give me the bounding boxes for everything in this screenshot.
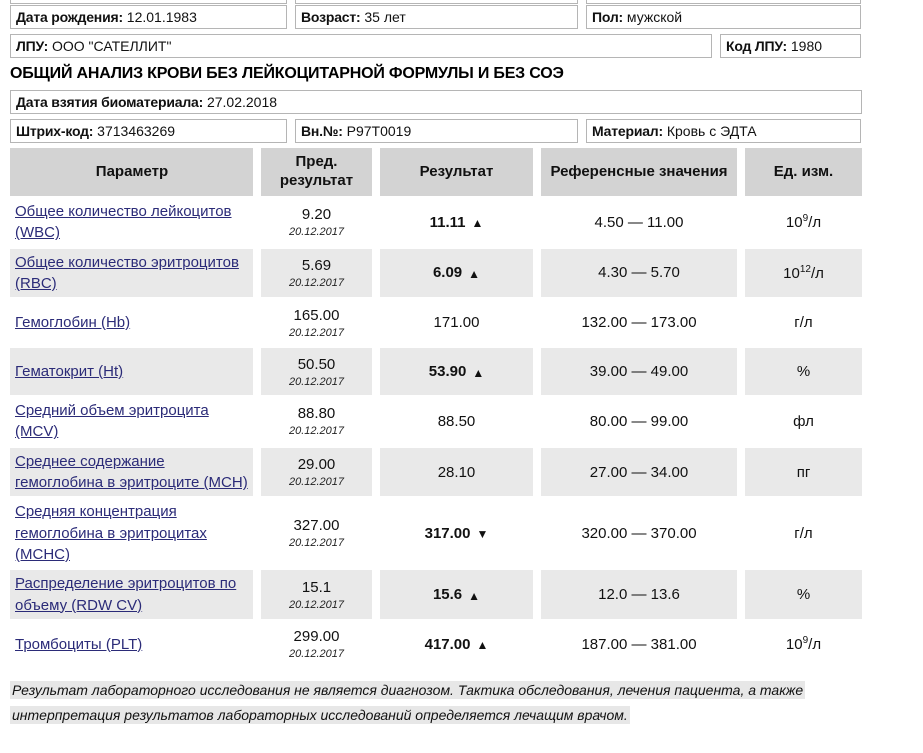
previous-result-value: 15.1 — [301, 578, 332, 596]
previous-result-value: 88.80 — [297, 405, 336, 423]
sample-date-row — [10, 90, 862, 114]
parameter-link[interactable]: Гемоглобин (Hb) — [15, 314, 131, 332]
previous-result-date: 20.12.2017 — [288, 537, 345, 550]
parameter-link[interactable]: Общее количество лейкоцитов (WBC) — [15, 203, 232, 242]
previous-result-date: 20.12.2017 — [288, 476, 345, 489]
barcode-label: Штрих-код: — [16, 123, 94, 139]
table-row — [10, 198, 862, 247]
table-row — [10, 397, 862, 446]
lab-report-page — [10, 0, 862, 728]
previous-result-date: 20.12.2017 — [288, 425, 345, 438]
previous-result-value: 299.00 — [293, 628, 340, 646]
result-value: 28.10 — [437, 463, 476, 481]
parameter-cell — [10, 397, 253, 446]
table-row — [10, 498, 862, 568]
result-flag-icon: ▲ — [471, 216, 484, 231]
result-value: 53.90 — [428, 363, 467, 381]
lpu-field — [10, 34, 712, 58]
result-cell — [380, 448, 533, 497]
cropped-row-above — [10, 0, 862, 4]
unit: пг — [745, 448, 862, 497]
lpu-code-value: 1980 — [790, 38, 823, 54]
parameter-link[interactable]: Среднее содержание гемоглобина в эритроците (MCH) — [15, 452, 248, 492]
result-cell — [380, 397, 533, 446]
result-value: 417.00 — [424, 635, 471, 653]
table-row — [10, 348, 862, 395]
parameter-cell — [10, 498, 253, 568]
table-body — [10, 198, 862, 668]
sample-date-value: 27.02.2018 — [206, 94, 278, 110]
reference-range: 4.30 — 5.70 — [541, 249, 737, 298]
previous-result-cell — [261, 198, 372, 247]
internal-number-label: Вн.№: — [301, 123, 343, 139]
reference-range: 320.00 — 370.00 — [541, 498, 737, 568]
table-header-row — [10, 148, 862, 196]
previous-result-value: 5.69 — [301, 256, 332, 274]
previous-result-date: 20.12.2017 — [288, 648, 345, 661]
barcode-value: 3713463269 — [97, 123, 176, 139]
table-row — [10, 570, 862, 619]
reference-range: 39.00 — 49.00 — [541, 348, 737, 395]
unit: $10^9/л$ — [745, 198, 862, 247]
cropped-box — [586, 0, 861, 4]
previous-result-cell — [261, 570, 372, 619]
material-value: Кровь с ЭДТА — [666, 123, 757, 139]
barcode-field — [10, 119, 287, 143]
previous-result-value: 9.20 — [301, 206, 332, 224]
result-cell — [380, 249, 533, 298]
result-cell — [380, 299, 533, 346]
reference-range: 12.0 — 13.6 — [541, 570, 737, 619]
previous-result-cell — [261, 498, 372, 568]
result-cell — [380, 198, 533, 247]
reference-range: 132.00 — 173.00 — [541, 299, 737, 346]
birth-date-field — [10, 5, 287, 29]
previous-result-cell — [261, 621, 372, 668]
patient-info-row — [10, 5, 862, 29]
material-label: Материал: — [592, 123, 663, 139]
parameter-cell — [10, 198, 253, 247]
internal-number-value: P97T0019 — [346, 123, 412, 139]
cropped-box — [10, 0, 287, 4]
unit: г/л — [745, 498, 862, 568]
result-value: 171.00 — [433, 314, 480, 332]
unit: фл — [745, 397, 862, 446]
lpu-label: ЛПУ: — [16, 38, 49, 54]
parameter-cell — [10, 621, 253, 668]
age-value: 35 лет — [364, 9, 406, 25]
result-value: 11.11 — [429, 213, 466, 231]
header-unit: Ед. изм. — [745, 148, 862, 196]
previous-result-date: 20.12.2017 — [288, 226, 345, 239]
header-reference-range: Референсные значения — [541, 148, 737, 196]
table-row — [10, 299, 862, 346]
sex-value: мужской — [626, 9, 683, 25]
age-label: Возраст: — [301, 9, 361, 25]
parameter-cell — [10, 448, 253, 497]
unit: % — [745, 570, 862, 619]
previous-result-cell — [261, 448, 372, 497]
previous-result-value: 165.00 — [293, 306, 340, 324]
birth-date-label: Дата рождения: — [16, 9, 123, 25]
table-row — [10, 249, 862, 298]
disclaimer-text — [10, 678, 810, 728]
result-cell — [380, 621, 533, 668]
parameter-link[interactable]: Распределение эритроцитов по объему (RDW CV) — [15, 575, 237, 614]
material-field — [586, 119, 861, 143]
lpu-value: ООО "САТЕЛЛИТ" — [52, 38, 172, 54]
parameter-link[interactable]: Общее количество эритроцитов (RBC) — [15, 253, 239, 292]
parameter-cell — [10, 570, 253, 619]
previous-result-date: 20.12.2017 — [288, 276, 345, 289]
age-field — [295, 5, 578, 29]
reference-range: 4.50 — 11.00 — [541, 198, 737, 247]
lpu-code-label: Код ЛПУ: — [726, 38, 787, 54]
previous-result-date: 20.12.2017 — [288, 326, 345, 339]
header-result: Результат — [380, 148, 533, 196]
unit: $10^9/л$ — [745, 621, 862, 668]
previous-result-date: 20.12.2017 — [288, 375, 345, 388]
lpu-code-field — [720, 34, 861, 58]
result-flag-icon: ▲ — [476, 638, 489, 653]
result-cell — [380, 570, 533, 619]
result-value: 317.00 — [424, 524, 471, 542]
clinic-info-row — [10, 34, 862, 58]
sample-date-label: Дата взятия биоматериала: — [16, 94, 204, 110]
cropped-box — [295, 0, 578, 4]
birth-date-value: 12.01.1983 — [126, 9, 197, 25]
previous-result-value: 327.00 — [293, 517, 340, 535]
previous-result-cell — [261, 397, 372, 446]
previous-result-cell — [261, 249, 372, 298]
previous-result-value: 50.50 — [297, 355, 336, 373]
sex-field — [586, 5, 861, 29]
parameter-cell — [10, 348, 253, 395]
parameter-cell — [10, 249, 253, 298]
parameter-link[interactable]: Тромбоциты (PLT) — [15, 635, 143, 653]
result-value: 88.50 — [437, 412, 476, 430]
parameter-cell — [10, 299, 253, 346]
reference-range: 80.00 — 99.00 — [541, 397, 737, 446]
unit: г/л — [745, 299, 862, 346]
result-cell — [380, 498, 533, 568]
previous-result-value: 29.00 — [297, 456, 336, 474]
result-value: 15.6 — [432, 586, 463, 604]
previous-result-cell — [261, 299, 372, 346]
previous-result-cell — [261, 348, 372, 395]
result-value: 6.09 — [432, 264, 463, 282]
results-table — [10, 148, 862, 668]
header-parameter: Параметр — [10, 148, 253, 196]
reference-range: 27.00 — 34.00 — [541, 448, 737, 497]
table-row — [10, 448, 862, 497]
result-flag-icon: ▲ — [468, 266, 481, 281]
result-flag-icon: ▼ — [476, 527, 489, 542]
sample-date-field — [10, 90, 862, 114]
table-row — [10, 621, 862, 668]
parameter-link[interactable]: Средняя концентрация гемоглобина в эритроцитах (MCHC) — [15, 503, 207, 563]
parameter-link[interactable]: Средний объем эритроцита (MCV) — [15, 402, 209, 441]
parameter-link[interactable]: Гематокрит (Ht) — [15, 363, 124, 381]
unit: $10^{12}/л$ — [745, 249, 862, 298]
disclaimer-highlighted: Результат лабораторного исследования не является диагнозом. Тактика обследования, лечения пациента, а также интерпретация результатов лабораторных исследований определяется лечащим врачом. — [12, 681, 804, 724]
specimen-info-row — [10, 119, 862, 143]
reference-range: 187.00 — 381.00 — [541, 621, 737, 668]
report-title: ОБЩИЙ АНАЛИЗ КРОВИ БЕЗ ЛЕЙКОЦИТАРНОЙ ФОРМУЛЫ И БЕЗ СОЭ — [10, 65, 564, 82]
unit: % — [745, 348, 862, 395]
sex-label: Пол: — [592, 9, 624, 25]
result-flag-icon: ▲ — [472, 365, 485, 380]
result-cell — [380, 348, 533, 395]
result-flag-icon: ▲ — [468, 588, 481, 603]
internal-number-field — [295, 119, 578, 143]
previous-result-date: 20.12.2017 — [288, 598, 345, 611]
header-previous-result: Пред. результат — [261, 148, 372, 196]
